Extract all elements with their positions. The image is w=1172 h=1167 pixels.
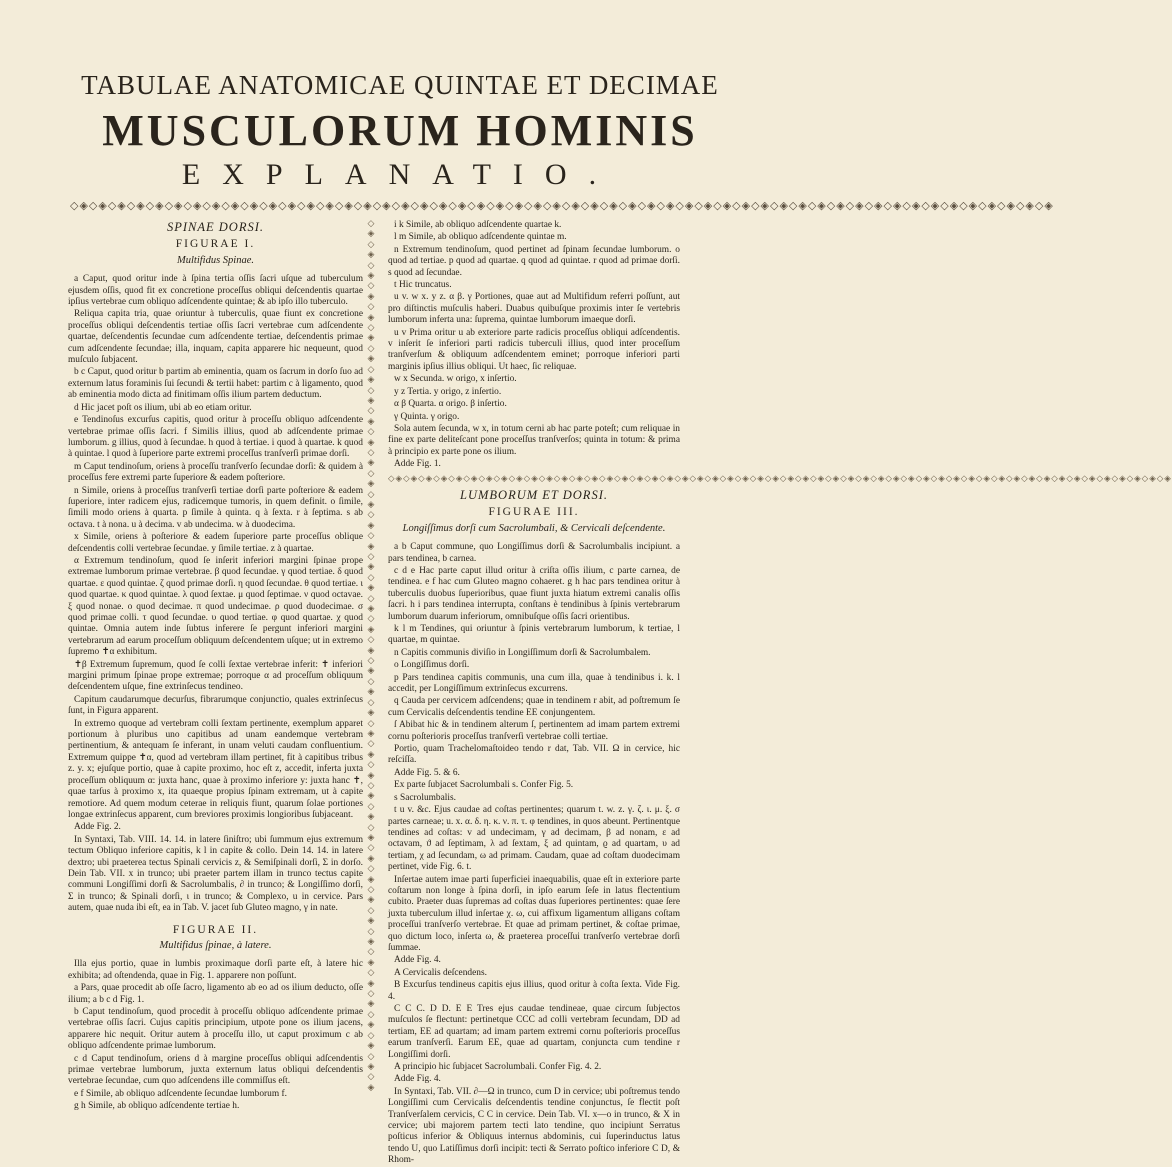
divider-glyph: ◈ [367, 790, 375, 801]
divider-glyph: ◈ [367, 332, 375, 343]
paragraph: γ Quinta. γ origo. [394, 411, 460, 422]
paragraph: Adde Fig. 2. [74, 822, 121, 833]
paragraph: Sola autem ſecunda, w x, in totum cerni ab hac parte poteſt; cum reliquae in fine ex parte deliteſcant pone proceſſus tranſverſos; quinta in totum: & prima à principio ex parte pone os ilium. [388, 423, 680, 457]
divider-glyph: ◈ [367, 457, 375, 468]
paragraph: t u v. &c. Ejus caudae ad coſtas pertinentes; quarum t. w. z. γ. ζ. ι. μ. ξ. σ partes carneae; u. x. α. δ. η. κ. ν. π. τ. φ tendines, in quos abeunt. Pertinentque tendines ad coſtas: v ad undecimam, γ ad decimam, β ad nonam, ε ad octavam, ϑ ad ſeptimam, λ ad ſextam, ξ ad quintam, ϱ ad quartam, υ ad tertiam, χ ad ſecundam, ω ad primam. Caudam, quae ad coſtam duodecimam pertinet, vide Fig. 6. t. [388, 805, 680, 873]
divider-glyph: ◇ [367, 426, 375, 437]
divider-glyph: ◈ [367, 290, 375, 301]
paragraph: o Longiſſimus dorſi. [394, 660, 470, 671]
divider-glyph: ◇ [367, 884, 375, 894]
divider-glyph: ◈ [367, 561, 375, 572]
divider-glyph: ◈ [367, 686, 375, 697]
paragraph: Illa ejus portio, quae in lumbis proximaque dorſi parte eſt, à latere hic exhibita; ad oſtendenda, quae in Fig. 1. apparere non poſſunt. [68, 959, 363, 981]
divider-glyph: ◇ [367, 1050, 375, 1061]
figure-heading-1: FIGURAE I. [175, 238, 256, 251]
right-column [388, 220, 1172, 1166]
divider-glyph: ◈ [367, 582, 375, 593]
paragraph: a Caput, quod oritur inde à ſpina tertia oſſis ſacri uſque ad tuberculum ejusdem oſſis, quod fit ex concretione proceſſus obliqui deſcendentis quartae ipſius vertebrae cum obliquo adſcendente quintae; & ab ipſo illo tuberculo. [68, 274, 363, 308]
paragraph: ſ Abibat hic & in tendinem alterum ſ, pertinentem ad imam partem extremi cornu poſterioris proceſſus tranſverſi vertebrae colli tertiae. [388, 720, 680, 742]
divider-glyph: ◇ [367, 592, 375, 603]
divider-glyph: ◇ [367, 946, 375, 957]
divider-glyph: ◇ [367, 405, 375, 416]
divider-glyph: ◇ [367, 1071, 375, 1082]
divider-glyph: ◈ [367, 603, 375, 614]
divider-glyph: ◈ [367, 665, 375, 676]
subtitle-longissimus: Longiſſimus dorſi cum Sacrolumbali, & Cervicali deſcendente. [402, 522, 666, 534]
divider-glyph: ◇ [367, 675, 375, 686]
divider-glyph: ◈ [367, 270, 375, 281]
paragraph: Adde Fig. 4. [394, 955, 441, 966]
divider-glyph: ◇ [367, 509, 375, 520]
subtitle-multifidus-latere: Multifidus ſpinae, à latere. [159, 939, 272, 951]
divider-glyph: ◈ [367, 727, 375, 738]
divider-glyph: ◇ [367, 218, 375, 228]
divider-glyph: ◈ [367, 1040, 375, 1051]
right-paragraphs-top [388, 220, 680, 471]
paragraph: Inſertae autem imae parti ſuperficiei inaequabilis, quae eſt in exteriore parte coſtarum non longe à ſpina dorſi, in ipſo earum ſeſe in latus flectentium cubito. Praeter duas ſupremas ad coſtas duas ſuperiores pertinentes: quae ſere juxta tuberculum illud inſertae χ. ω, cui affixum ligamentum alligans coſtam proceſſui tranſverſo vertebrae. Et quae ad primam pertinet, & coſtae primae, quo dictum loco, inſerta ω, & praeterea proceſſui tranſverſo vertebrae dorſi ſummae. [388, 874, 680, 953]
divider-glyph: ◇ [367, 571, 375, 582]
paragraph: n Simile, oriens à proceſſus tranſverſi tertiae dorſi parte poſteriore & eadem ſuperiore, inter radicem ejus, radicemque tumoris, in quem definit. o ſimile, ſimili modo oriens à quarta. p ſimile à quinta. q à ſexta. r à ſeptima. s ab octava. t à nona. u à decima. v ab undecima. w à duodecima. [68, 485, 363, 530]
divider-glyph: ◇ [367, 800, 375, 811]
paragraph: n Capitis communis diviſio in Longiſſimum dorſi & Sacrolumbalem. [394, 647, 651, 658]
paragraph: α β Quarta. α origo. β inſertio. [394, 399, 507, 410]
divider-glyph: ◈ [367, 852, 375, 863]
paragraph: b c Caput, quod oritur b partim ab eminentia, quam os ſacrum in dorſo ſuo ad externum latus foraminis ſui ſecundi & tertii habet: partim c à ligamento, quod ab eminentia modo dicta ad finitimam oſſis ilium partem deductum. [68, 367, 363, 401]
figure-heading-2: FIGURAE II. [172, 923, 259, 936]
paragraph: Ex parte ſubjacet Sacrolumbali s. Confer Fig. 5. [394, 780, 574, 791]
divider-glyph: ◈ [367, 228, 375, 239]
divider-glyph: ◇ [367, 717, 375, 728]
paragraph: e f Simile, ab obliquo adſcendente ſecundae lumborum f. [74, 1088, 287, 1099]
paragraph: x Simile, oriens à poſteriore & eadem ſuperiore parte proceſſus oblique deſcendentis colli vertebrae ſecundae. y ſimile tertiae. z à quartae. [68, 532, 363, 554]
divider-glyph: ◈ [367, 415, 375, 426]
divider-glyph: ◈ [367, 644, 375, 655]
paragraph: c d Caput tendinoſum, oriens d à margine proceſſus obliqui adſcendentis primae vertebrae lumborum, juxta externum latus obliqui deſcendentis vertebrae ſecundae, cum quo adſcendens ille commiſſus eſt. [68, 1053, 363, 1087]
divider-glyph: ◇ [367, 738, 375, 749]
divider-glyph: ◈ [367, 748, 375, 759]
paragraph: B Excurſus tendineus capitis ejus illius, quod oritur à coſta ſexta. Vide Fig. 4. [388, 980, 680, 1002]
paragraph: g h Simile, ab obliquo adſcendente tertiae h. [74, 1101, 240, 1112]
paragraph: u v. w x. y z. α β. γ Portiones, quae aut ad Multifidum referri poſſunt, aut pro diſtinctis muſculis haberi. Duabus quibuſque proximis inter ſe vertebris lumborum inferta una: ſuprema, quintae lumborum imaeque dorſi. [388, 292, 680, 326]
divider-glyph: ◈ [367, 311, 375, 322]
paragraph: q Cauda per cervicem adſcendens; quae in tendinem r abit, ad poſtremum ſe cum Cervicalis deſcendentis tendine EE conjungentem. [388, 696, 680, 718]
paragraph: In Syntaxi, Tab. VII. ∂—Ω in trunco, cum D in cervice; ubi poſtremus tendo Longiſſimi cum Cervicalis deſcendentis tendine conjunctus, ſe flectit poſt Tranſverſalem cervicis, C C in cervice. Dein Tab. VI. x—o in trunco, & X in cervice; ubi majorem partem tecti lato tendine, quo incipiunt Serratus poſticus inferior & Obliquus internus abdominis, cui ſuperinductus latus tendo U, quo Latiſſimus dorſi incipit: tecti & Serrato poſtico inferiore C D, & Rhom- [388, 1086, 680, 1166]
paragraph: w x Secunda. w origo, x inſertio. [394, 374, 517, 385]
paragraph: Capitum caudarumque decurſus, fibrarumque conjunctio, quales extrinſecus ſunt, in Figura apparent. [68, 694, 363, 717]
paragraph: Portio, quam Trachelomaſtoideo tendo r dat, Tab. VII. Ω in cervice, hic reſciſſa. [388, 744, 680, 766]
divider-glyph: ◈ [367, 915, 375, 926]
divider-glyph: ◇ [367, 925, 375, 936]
divider-glyph: ◈ [367, 707, 375, 718]
paragraph: c d e Hac parte caput illud oritur à criſta oſſis ilium, c parte carnea, de tendinea. e f hac cum Gluteo magno cohaeret. g h hac pars tendinea oritur à tuberculis duobus ſuperioribus, quae fiunt juxta hiatum extremi canalis oſſis ſacri. h i pars tendinea interrupta, conſtans è tendinibus à ſpinis vertebrarum lumborum duarum inferiorum, omnibuſque oſſis ſacri orientibus. [388, 565, 680, 622]
divider-glyph: ◇ [367, 238, 375, 249]
divider-glyph: ◇ [367, 467, 375, 478]
divider-glyph: ◇ [367, 904, 375, 915]
left-column [68, 220, 363, 1112]
left-paragraphs-2 [68, 959, 363, 1112]
paragraph: Adde Fig. 4. [394, 1074, 441, 1085]
divider-glyph: ◈ [367, 831, 375, 842]
divider-glyph: ◇ [367, 446, 375, 457]
title-line-1: TABULAE ANATOMICAE QUINTAE ET DECIMAE [81, 70, 719, 100]
divider-glyph: ◇ [367, 384, 375, 395]
column-divider-ornament [362, 218, 380, 1092]
divider-glyph: ◈ [367, 894, 375, 905]
divider-glyph: ◇ [367, 363, 375, 374]
paragraph: k l m Tendines, qui oriuntur à ſpinis vertebrarum lumborum, k tertiae, l quartae, m quintae. [388, 624, 680, 646]
divider-glyph: ◈ [367, 936, 375, 947]
divider-glyph: ◇ [367, 613, 375, 624]
paragraph: a Pars, quae procedit ab oſſe ſacro, ligamento ab eo ad os ilium deducto, oſſe ilium; a b c d Fig. 1. [68, 983, 363, 1005]
divider-glyph: ◇ [367, 779, 375, 790]
divider-glyph: ◇ [367, 988, 375, 999]
paragraph: n Extremum tendinoſum, quod pertinet ad ſpinam ſecundae lumborum. o quod ad tertiae. p quod ad quartae. q quod ad quintae. r quod ad primae dorſi. s quod ad ſecundae. [388, 244, 680, 278]
title-line-3: EXPLANATIO. [181, 158, 619, 191]
divider-glyph: ◇ [367, 863, 375, 874]
paragraph: u v Prima oritur u ab exteriore parte radicis proceſſus obliqui adſcendentis. v inſerit ſe inferiori parti radicis tuberculi illius, quod inter proceſſum tranſverſum & obliquum adſcendentem eminet; porroque inferiori parti marginis ipſius illius obliqui. Ut haec, ſic reliquae. [388, 327, 680, 372]
paragraph: A principio hic ſubjacet Sacrolumbali. Confer Fig. 4. 2. [394, 1062, 602, 1073]
divider-glyph: ◈ [367, 436, 375, 447]
paragraph: ✝β Extremum ſupremum, quod ſe colli ſextae vertebrae inferit: ✝ inferiori margini primum ſpinae prope extremae; porroque α ad proceſſum obliquum deſcendentem uſque, fine extrinſecus tendineo. [68, 659, 363, 693]
divider-glyph: ◈ [367, 998, 375, 1009]
section-heading-lumborum: LUMBORUM ET DORSI. [460, 487, 608, 502]
subtitle-multifidus: Multifidus Spinae. [177, 254, 254, 266]
paragraph: Adde Fig. 1. [394, 459, 441, 470]
divider-glyph: ◇ [367, 530, 375, 541]
paragraph: α Extremum tendinoſum, quod ſe inſerit inferiori margini ſpinae prope extremae lumborum primae vertebrae. β quod ſecundae. γ quod tertiae. δ quod quartae. ε quod quintae. ζ quod primae dorſi. η quod ſecundae. θ quod tertiae. ι quod quartae. κ quod quintae. λ quod ſextae. μ quod ſeptimae. ν quod octavae. ξ quod nonae. ο quod decimae. π quod undecimae. ρ quod duodecimae. σ quod primae colli. τ quod ſecundae. υ quod tertiae. φ quod quartae. χ quod quintae. Omnia autem inde ſubtus inferere ſe pergunt inferiori margini vertebrarum ad earum proceſſum obliquum deſcendentem uſque; ut in extremo ſupremo ✝α exhibitum. [68, 555, 363, 658]
paragraph: Reliqua capita tria, quae oriuntur à tuberculis, quae fiunt ex concretione proceſſus obliqui deſcendentis tertiae oſſis ſacri vertebrae cum adſcendente quartae, deſcendentis ſecundae cum adſcendente tertiae, deſcendentis primae cum adſcendente ſecundae; illa, inquam, capita apparere hic nequeunt, quod muſculo ſubjacent. [68, 309, 363, 366]
paragraph: e Tendinoſus excurſus capitis, quod oritur à proceſſu obliquo adſcendente vertebrae primae oſſis ſacri. f Similis illius, quod ab adſcendente primae lumborum. g illius, quod à ſecundae. h quod à tertiae. i quod à quartae. k quod à quintae. l quod à ſuperiore parte extremi proceſſus tranſverſi primae dorſi. [68, 415, 363, 460]
paragraph: p Pars tendinea capitis communis, una cum illa, quae à tendinibus i. k. l accedit, per Longiſſimum extrinſecus excurrens. [388, 672, 680, 695]
divider-glyph: ◈ [367, 478, 375, 489]
divider-glyph: ◈ [367, 873, 375, 884]
divider-glyph: ◇ [367, 634, 375, 645]
paragraph: In Syntaxi, Tab. VIII. 14. 14. in latere ſiniſtro; ubi ſummum ejus extremum tectum Obliquo inferiore capitis, k l in capite & collo. Dein 14. 14. in latere dextro; ubi praeterea tectus Spinali cervicis z, & Semiſpinali dorſi, Σ in dorſo. Dein Tab. VII. x in trunco; ubi praeter partem illam in trunco tectus capite communi Longiſſimi dorſi & Sacrolumbalis, ∂ in trunco; & Longiſſimo dorſi, Σ in trunco; & Spinali dorſi, ι in trunco; & Complexo, u in cervice. Pars autem, quae nuda ibi eſt, ea in Tab. V. jacet ſub Gluteo magno, γ in nate. [68, 834, 363, 914]
divider-glyph: ◈ [367, 623, 375, 634]
right-paragraphs [388, 542, 680, 1167]
divider-glyph: ◇ [367, 1029, 375, 1040]
paragraph: s Sacrolumbalis. [394, 792, 456, 803]
paragraph: i k Simile, ab obliquo adſcendente quartae k. [394, 220, 562, 230]
divider-glyph: ◈ [367, 540, 375, 551]
paragraph: Adde Fig. 5. & 6. [394, 767, 460, 778]
divider-glyph: ◈ [367, 498, 375, 509]
divider-glyph: ◈ [367, 353, 375, 364]
divider-glyph: ◇ [367, 488, 375, 499]
paragraph: a b Caput commune, quo Longiſſimus dorſi & Sacrolumbalis incipiunt. a pars tendinea, b carnea. [388, 542, 680, 564]
divider-glyph: ◈ [367, 249, 375, 260]
paragraph: t Hic truncatus. [394, 280, 452, 291]
divider-glyph: ◇ [367, 342, 375, 353]
divider-glyph: ◇ [367, 696, 375, 707]
divider-glyph: ◈ [367, 519, 375, 530]
divider-glyph: ◇ [367, 322, 375, 333]
divider-glyph: ◈ [367, 1019, 375, 1030]
divider-glyph: ◇ [367, 821, 375, 832]
section-heading-spinae: SPINAE DORSI. [166, 220, 264, 234]
divider-glyph: ◈ [367, 977, 375, 988]
divider-glyph: ◇ [367, 551, 375, 561]
divider-glyph: ◇ [367, 967, 375, 978]
paragraph: y z Tertia. y origo, z inſertio. [394, 386, 502, 397]
left-paragraphs [68, 274, 363, 914]
paragraph: In extremo quoque ad vertebram colli ſextam pertinente, exemplum apparet portionum à pluribus uno capitibus ad unam eandemque vertebram pertinentium, & antequam ſe inferant, in unam veluti caudam confluentium. Extremum quippe ✝α, quod ad vertebram illam pertinet, fit à capitibus tribus z. y. x; ejuſque portio, quae à capite proximo, hoc eſt z, accedit, inferta juxta proceſſum obliquum α: juxta hanc, quae à proximo inferiore y: juxta hanc ✝, quae tarſus à proximo x, ita quaeque propius ſpinam extremam, ut à capite remotiore. Ad quem modum ceterae in reliquis fiunt, quarum ſolae portiones longae extrinſecus apparent, cum breviores proximis longioribus ſubjaceant. [68, 718, 363, 820]
section-separator-ornament: ◇◈◇◈◇◈◇◈◇◈◇◈◇◈◇◈◇◈◇◈◇◈◇◈◇◈◇◈◇◈◇◈◇◈◇◈◇◈◇◈◇◈◇◈◇◈◇◈◇◈◇◈◇◈◇◈◇◈◇◈◇◈◇◈◇◈◇◈◇◈◇◈◇◈◇◈◇◈◇◈◇◈◇◈◇◈◇◈◇◈◇◈◇◈◇◈◇◈◇◈◇◈◇◈ [388, 472, 1172, 483]
paragraph: A Cervicalis deſcendens. [394, 967, 487, 978]
paragraph: l m Simile, ab obliquo adſcendente quintae m. [394, 232, 567, 243]
paragraph: m Caput tendinoſum, oriens à proceſſu tranſverſo ſecundae dorſi: & quidem à proceſſus fere extremi parte ſuperiore & eadem poſteriore. [68, 461, 363, 484]
divider-glyph: ◈ [367, 1060, 375, 1071]
divider-glyph: ◇ [367, 280, 375, 291]
divider-glyph: ◈ [367, 1081, 375, 1092]
divider-glyph: ◈ [367, 374, 375, 385]
divider-glyph: ◈ [367, 956, 375, 967]
divider-glyph: ◈ [367, 394, 375, 405]
divider-glyph: ◇ [367, 259, 375, 270]
divider-glyph: ◇ [367, 842, 375, 853]
title-line-2: MUSCULORUM HOMINIS [102, 106, 698, 155]
divider-glyph: ◈ [367, 769, 375, 780]
paragraph: b Caput tendinoſum, quod procedit à proceſſu obliquo adſcendente primae vertebrae oſſis ſacri. Cujus capitis principium, utpote pone os ilium jacens, apparere hic nequit. Oritur autem à proceſſu illo, ut caput proximum c ab obliquo adſcendente primae lumborum. [68, 1007, 363, 1052]
ornamental-border: ◇◈◇◈◇◈◇◈◇◈◇◈◇◈◇◈◇◈◇◈◇◈◇◈◇◈◇◈◇◈◇◈◇◈◇◈◇◈◇◈◇◈◇◈◇◈◇◈◇◈◇◈◇◈◇◈◇◈◇◈◇◈◇◈◇◈◇◈◇◈◇◈◇◈◇◈◇◈◇◈◇◈◇◈◇◈◇◈◇◈◇◈◇◈◇◈◇◈◇◈◇◈◇◈ [70, 200, 1054, 212]
divider-glyph: ◇ [367, 301, 375, 312]
figure-heading-3: FIGURAE III. [488, 506, 580, 519]
divider-glyph: ◇ [367, 655, 375, 666]
divider-glyph: ◇ [367, 759, 375, 770]
paragraph: d Hic jacet poſt os ilium, ubi ab eo etiam oritur. [74, 402, 252, 413]
divider-glyph: ◈ [367, 811, 375, 822]
divider-glyph: ◇ [367, 1008, 375, 1019]
paragraph: C C C. D D. E E Tres ejus caudae tendineae, quae circum ſubjectos muſculos ſe flectunt: pertinetque CCC ad colli vertebram ſecundam, DD ad tertiam, EE ad quartam; ad imam partem extremi cornu poſterioris proceſſus earum tranſverſi. Earum EE, quae ad quartam, conjuncta cum tendine r Longiſſimi dorſi. [388, 1004, 680, 1060]
